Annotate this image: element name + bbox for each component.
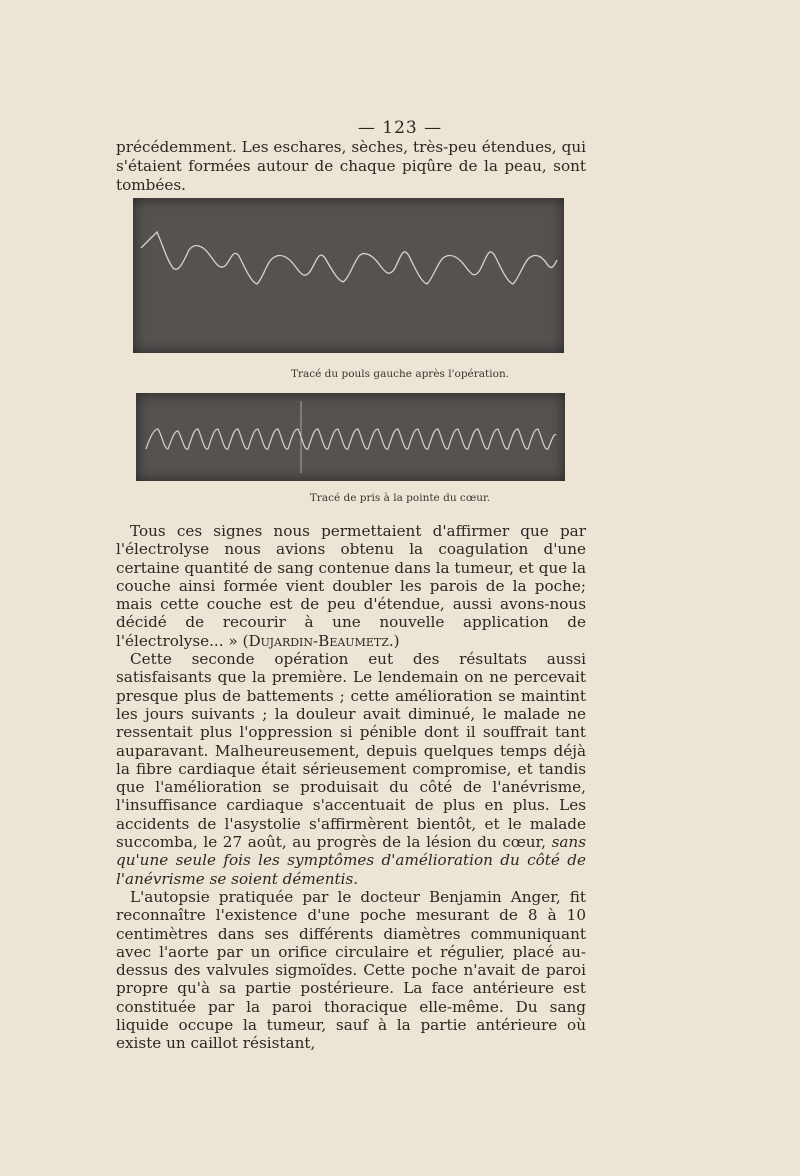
paragraph-2-italic: sans qu'une seule fois les symptômes d'amélioration du côté de l'anévrisme se soient démentis.	[116, 833, 586, 888]
paragraph-1-end: .)	[388, 631, 400, 650]
paragraph-3: L'autopsie pratiquée par le docteur Benjamin Anger, fit reconnaître l'existence d'une poche mesurant de 8 à 10 centimètres dans ses différents diamètres communiquant avec l'aorte par un orifice circulaire et régulier, placé au-dessus des valvules sigmoïdes. Cette poche n'avait de paroi propre qu'à sa partie postérieure. La face antérieure est constituée par la paroi thoracique elle-même. Du sang liquide occupe la tumeur, sauf à la partie antérieure où existe un caillot résistant,	[116, 887, 586, 1053]
heart-trace-caption: Tracé de pris à la pointe du cœur.	[309, 492, 491, 504]
pulse-trace-caption: Tracé du pouls gauche après l'opération.	[290, 368, 510, 380]
paragraph-1-text: Tous ces signes nous permettaient d'affirmer que par l'électrolyse nous avions obtenu la coagulation d'une certaine quantité de sang contenue dans la tumeur, et que la couche ainsi formée vient doubler les parois de la poche; mais cette couche est de peu d'étendue, aussi avons-nous décidé de recourir à une nouvelle application de l'électrolyse... » (	[116, 522, 586, 650]
pulse-trace-figure	[133, 198, 564, 353]
body-text	[116, 522, 586, 1053]
intro-paragraph	[116, 138, 586, 195]
pulse-trace-line	[141, 232, 557, 284]
paragraph-2	[116, 650, 586, 888]
page-number: — 123 —	[357, 118, 443, 138]
heart-trace-line	[146, 429, 556, 449]
heart-apex-trace-figure	[136, 393, 565, 481]
intro-text: précédemment. Les eschares, sèches, très-peu étendues, qui s'étaient formées autour de chaque piqûre de la peau, sont tombées.	[116, 138, 586, 194]
author-citation: Dujardin-Beaumetz	[248, 631, 389, 650]
paragraph-2-text: Cette seconde opération eut des résultats aussi satisfaisants que la première. Le lendemain on ne percevait presque plus de battements ; cette amélioration se maintint les jours suivants ; la douleur avait diminué, le malade ne ressentait plus l'oppression si pénible dont il souffrait tant auparavant. Malheureusement, depuis quelques temps déjà la fibre cardiaque était sérieusement compromise, et tandis que l'amélioration se produisait du côté de l'anévrisme, l'insuffisance cardiaque s'accentuait de plus en plus. Les accidents de l'asystolie s'affirmèrent bientôt, et le malade succomba, le 27 août, au progrès de la lésion du cœur,	[116, 650, 586, 852]
paragraph-1	[116, 522, 586, 650]
